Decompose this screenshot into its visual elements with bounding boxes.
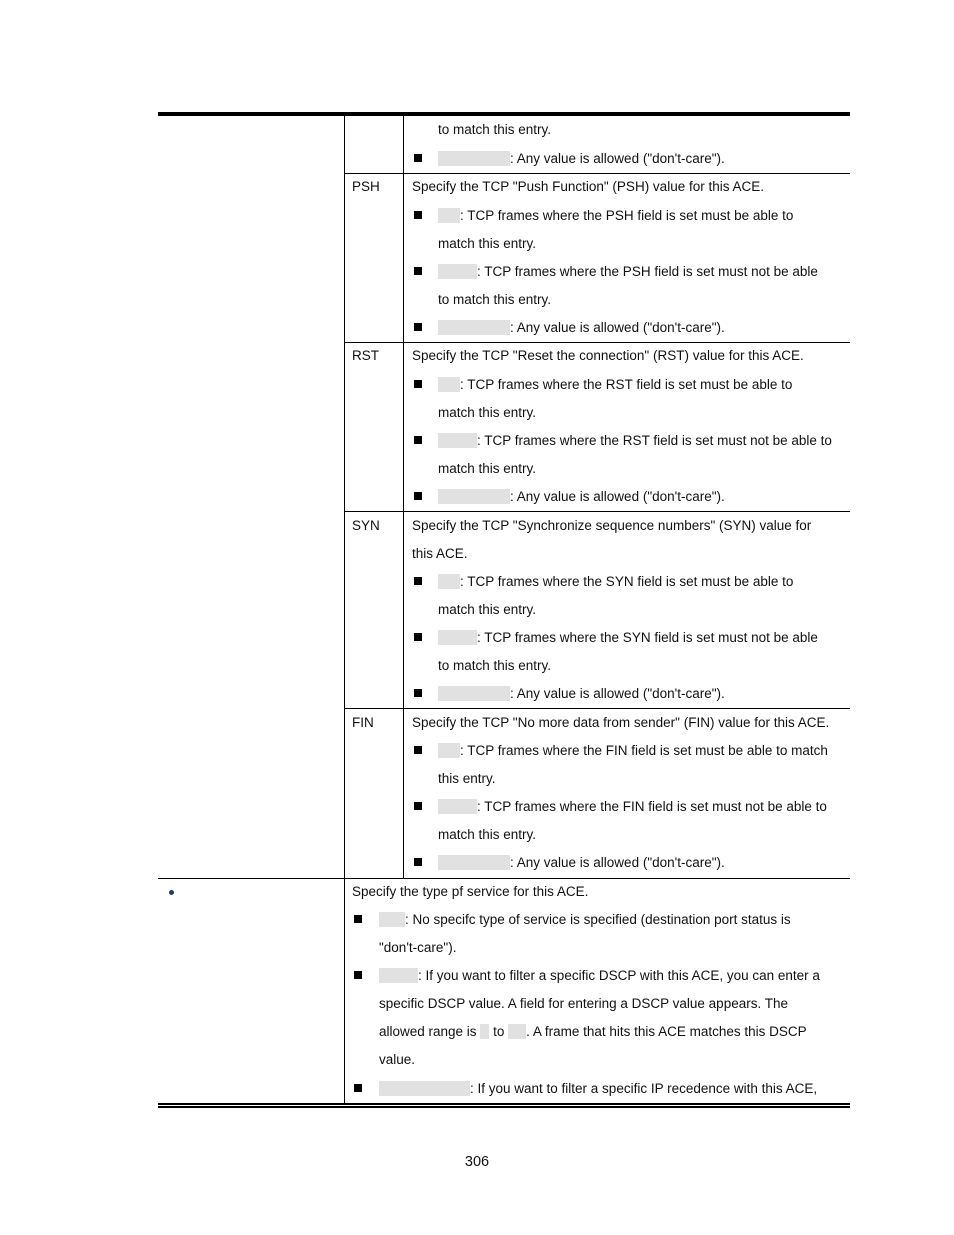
list-item: : TCP frames where the RST field is set must not be able to <box>438 433 832 449</box>
flag-label: FIN <box>352 715 374 730</box>
list-item: : TCP frames where the FIN field is set must not be able to <box>438 799 827 815</box>
value-placeholder <box>438 264 477 279</box>
bullet-square-icon <box>414 267 422 275</box>
value-placeholder <box>438 489 510 504</box>
value-placeholder <box>438 151 510 166</box>
value-placeholder <box>438 377 460 392</box>
page-number: 306 <box>464 1154 490 1170</box>
list-item-continuation: value. <box>379 1052 416 1067</box>
bullet-square-icon <box>414 577 422 585</box>
list-item-continuation: match this entry. <box>438 827 537 842</box>
bullet-square-icon <box>414 858 422 866</box>
flag-description: Specify the TCP "No more data from sender" (FIN) value for this ACE. <box>412 715 830 730</box>
list-item-continuation: allowed range is to . A frame that hits this ACE matches this DSCP <box>379 1024 807 1039</box>
bullet-square-icon <box>414 154 422 162</box>
row-separator <box>158 878 850 879</box>
value-placeholder <box>480 1024 489 1039</box>
value-placeholder <box>438 320 510 335</box>
value-placeholder <box>438 208 460 223</box>
list-item: : No specifc type of service is specified (destination port status is <box>379 912 791 928</box>
list-item-continuation: specific DSCP value. A field for entering a DSCP value appears. The <box>379 996 788 1011</box>
list-item-continuation: match this entry. <box>438 461 537 476</box>
row-separator <box>345 342 850 343</box>
list-item: : TCP frames where the PSH field is set must not be able <box>438 264 818 280</box>
row-separator <box>345 708 850 709</box>
bullet-square-icon <box>354 971 362 979</box>
bullet-square-icon <box>414 633 422 641</box>
list-item: : If you want to filter a specific DSCP with this ACE, you can enter a <box>379 968 820 984</box>
list-item: : TCP frames where the PSH field is set must be able to <box>438 208 793 224</box>
bullet-square-icon <box>414 746 422 754</box>
value-placeholder <box>379 968 418 983</box>
list-item: : TCP frames where the FIN field is set must be able to match <box>438 743 828 759</box>
value-placeholder <box>508 1024 526 1039</box>
list-item: : TCP frames where the SYN field is set must not be able <box>438 630 818 646</box>
value-placeholder <box>379 912 405 927</box>
flag-label: RST <box>352 348 379 363</box>
list-item-continuation: match this entry. <box>438 602 537 617</box>
list-item-continuation: match this entry. <box>438 236 537 251</box>
value-placeholder <box>438 743 460 758</box>
column-divider-left <box>344 116 345 1104</box>
table-top-rule <box>158 112 850 116</box>
value-placeholder <box>438 630 477 645</box>
bullet-dot-icon <box>169 890 174 895</box>
value-placeholder <box>438 686 510 701</box>
list-item: : Any value is allowed ("don't-care"). <box>438 151 725 167</box>
list-item: : Any value is allowed ("don't-care"). <box>438 855 725 871</box>
row-separator <box>345 173 850 174</box>
flag-description: Specify the TCP "Push Function" (PSH) value for this ACE. <box>412 179 764 194</box>
bullet-square-icon <box>414 802 422 810</box>
bullet-square-icon <box>354 915 362 923</box>
service-description: Specify the type pf service for this ACE. <box>352 884 589 899</box>
flag-label: SYN <box>352 518 380 533</box>
value-placeholder <box>438 855 510 870</box>
bullet-square-icon <box>414 211 422 219</box>
list-item-continuation: match this entry. <box>438 405 537 420</box>
value-placeholder <box>438 433 477 448</box>
flag-label: PSH <box>352 179 380 194</box>
list-item-continuation: to match this entry. <box>438 292 552 307</box>
list-item: : Any value is allowed ("don't-care"). <box>438 489 725 505</box>
value-placeholder <box>438 574 460 589</box>
list-item: : TCP frames where the SYN field is set must be able to <box>438 574 793 590</box>
row-separator <box>345 511 850 512</box>
bullet-square-icon <box>414 689 422 697</box>
flag-description: Specify the TCP "Synchronize sequence numbers" (SYN) value for <box>412 518 812 533</box>
bullet-square-icon <box>414 492 422 500</box>
value-placeholder <box>438 799 477 814</box>
value-placeholder <box>379 1081 470 1096</box>
list-item-continuation: "don't-care"). <box>379 940 457 955</box>
table-bottom-rule <box>158 1103 850 1108</box>
list-item: : Any value is allowed ("don't-care"). <box>438 320 725 336</box>
bullet-square-icon <box>354 1084 362 1092</box>
list-item-continuation: this entry. <box>438 771 496 786</box>
flag-description-continuation: this ACE. <box>412 546 468 561</box>
bullet-square-icon <box>414 323 422 331</box>
column-divider-middle <box>403 116 404 878</box>
bullet-square-icon <box>414 380 422 388</box>
list-item: : Any value is allowed ("don't-care"). <box>438 686 725 702</box>
list-item: : If you want to filter a specific IP recedence with this ACE, <box>379 1081 817 1097</box>
list-item-continuation: to match this entry. <box>438 658 552 673</box>
list-item-continuation: to match this entry. <box>438 122 552 137</box>
flag-description: Specify the TCP "Reset the connection" (RST) value for this ACE. <box>412 348 804 363</box>
bullet-square-icon <box>414 436 422 444</box>
list-item: : TCP frames where the RST field is set must be able to <box>438 377 792 393</box>
